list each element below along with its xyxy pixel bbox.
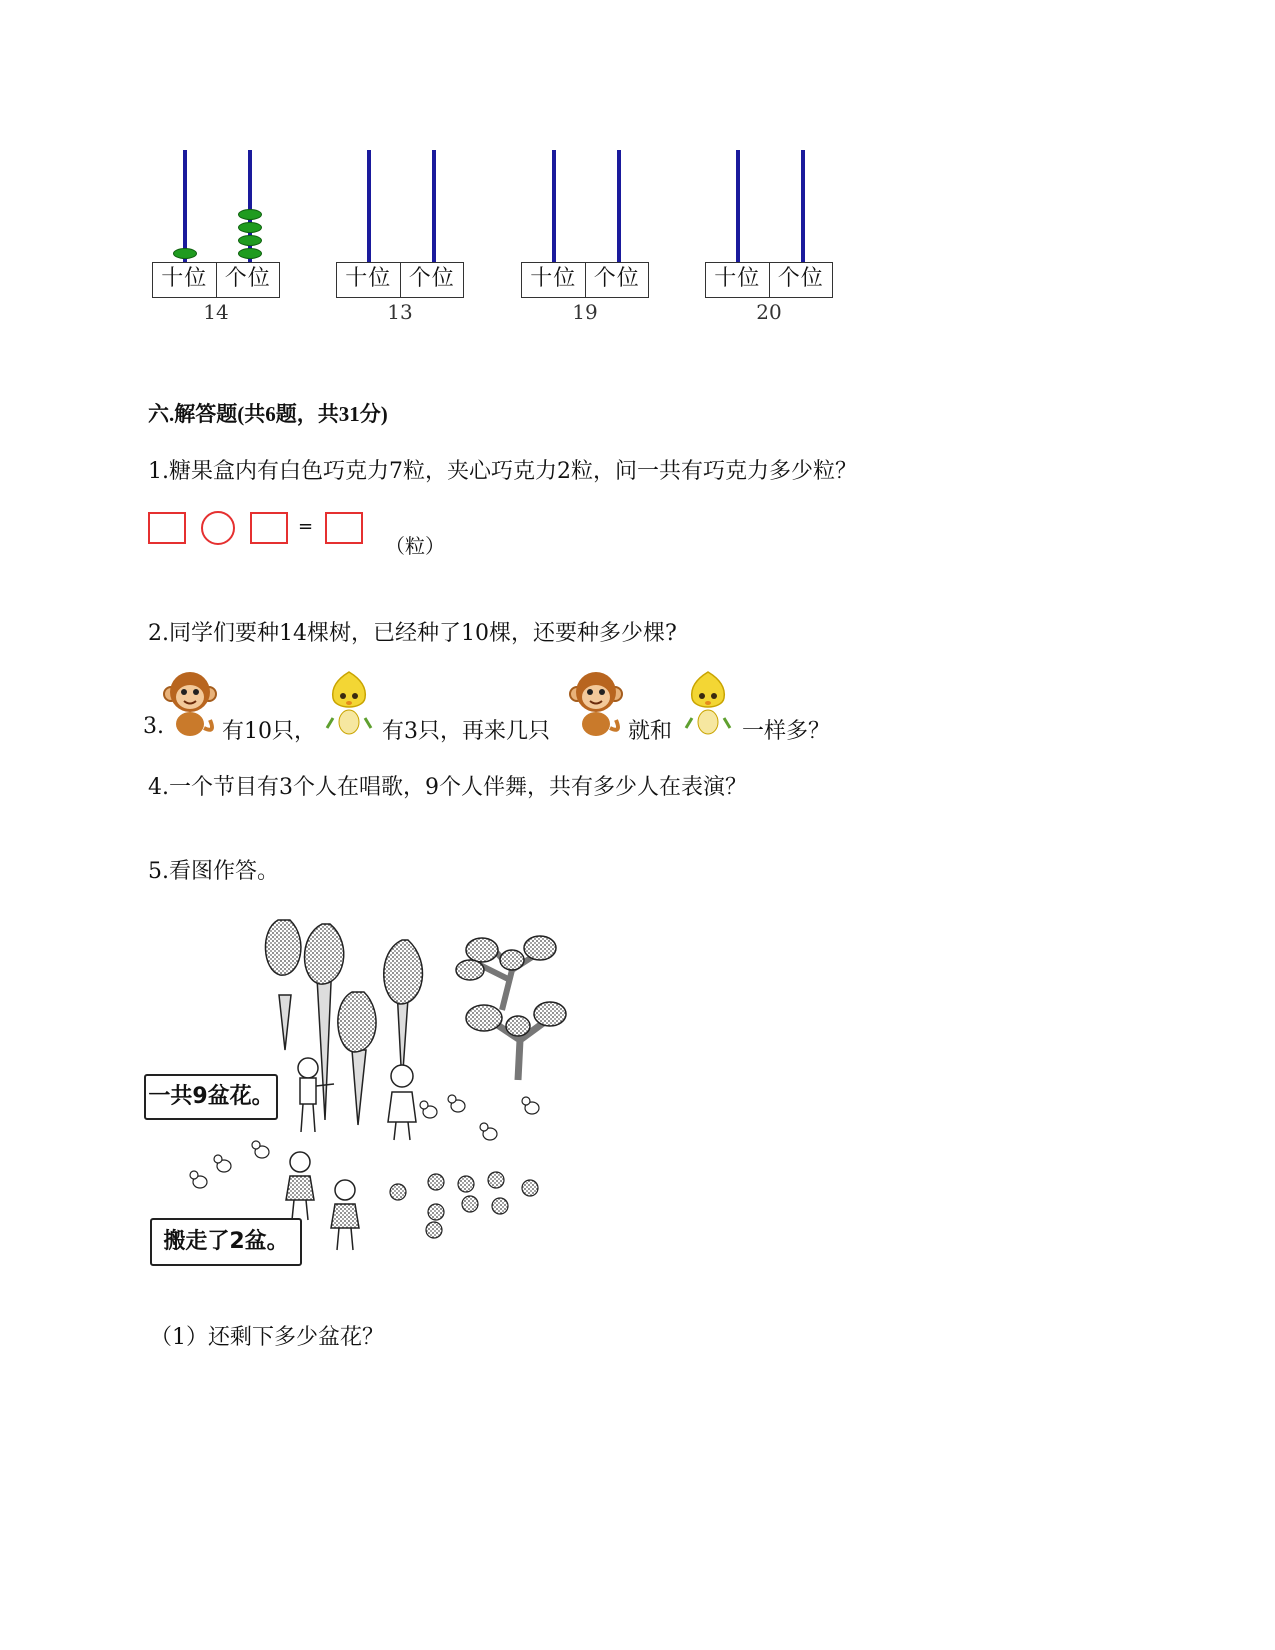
branch-tree-icon	[456, 936, 556, 1010]
girl-figure	[388, 1065, 416, 1140]
abacus-number: 19	[572, 300, 598, 324]
chick-icon	[325, 668, 373, 738]
answer-box-1[interactable]	[148, 512, 186, 544]
monkey-icon	[160, 668, 220, 738]
question-3-part4: 一样多？	[742, 719, 831, 744]
tens-label: 十位	[714, 266, 761, 291]
ones-label: 个位	[769, 263, 833, 297]
question-4: 4.一个节目有3个人在唱歌，9个人伴舞，共有多少人在表演？	[148, 775, 747, 800]
question-3-part3: 就和	[628, 719, 673, 744]
boy-figure	[298, 1058, 334, 1132]
question-1: 1.糖果盒内有白色巧克力7粒，夹心巧克力2粒，问一共有巧克力多少粒？	[148, 459, 857, 484]
unit-label: （粒）	[385, 534, 445, 558]
abacus-14	[152, 150, 280, 324]
operator-circle[interactable]	[201, 511, 235, 545]
equals-sign: =	[298, 516, 314, 537]
tree-icon	[384, 940, 423, 1085]
ones-bead	[238, 209, 262, 220]
tens-rod	[552, 150, 556, 262]
question-3-part2: 有3只，再来几只	[382, 719, 550, 744]
speech-bubble-moved: 搬走了2盆。	[150, 1218, 302, 1266]
tree-icon	[265, 920, 300, 1050]
question-3-part1: 有10只，	[222, 719, 316, 744]
tens-rod	[183, 150, 187, 262]
ones-label: 个位	[216, 263, 280, 297]
place-labels	[521, 262, 649, 298]
abacus-13	[336, 150, 464, 324]
abacus-number: 20	[756, 300, 782, 324]
tree-icon	[338, 992, 376, 1125]
abacus-20	[705, 150, 833, 324]
place-labels	[152, 262, 280, 298]
speech-bubble-total: 一共9盆花。	[144, 1074, 278, 1120]
tens-label: 十位	[530, 266, 577, 291]
ones-bead	[238, 235, 262, 246]
answer-box-2[interactable]	[250, 512, 288, 544]
ones-rod	[432, 150, 436, 262]
ones-rod	[617, 150, 621, 262]
ones-label: 个位	[585, 263, 649, 297]
question-5-sub-1: （1）还剩下多少盆花？	[150, 1325, 384, 1350]
ones-bead	[238, 222, 262, 233]
tens-bead	[173, 248, 197, 259]
place-labels	[336, 262, 464, 298]
ones-bead	[238, 248, 262, 259]
question-2: 2.同学们要种14棵树，已经种了10棵，还要种多少棵?	[148, 621, 677, 646]
ones-rod	[801, 150, 805, 262]
monkey-icon	[566, 668, 626, 738]
abacus-number: 13	[387, 300, 413, 324]
tens-label: 十位	[345, 266, 392, 291]
abacus-19	[521, 150, 649, 324]
flower-pot-icon	[390, 1172, 538, 1238]
section-title: 六.解答题(共6题，共31分)	[148, 402, 388, 426]
chick-icon	[684, 668, 732, 738]
abacus-number: 14	[203, 300, 229, 324]
tens-label: 十位	[161, 266, 208, 291]
question-5: 5.看图作答。	[148, 859, 279, 884]
tens-rod	[367, 150, 371, 262]
place-labels	[705, 262, 833, 298]
question-3-number: 3.	[143, 714, 164, 739]
tens-rod	[736, 150, 740, 262]
branch-tree-icon	[466, 1002, 566, 1080]
answer-box-result[interactable]	[325, 512, 363, 544]
ones-label: 个位	[400, 263, 464, 297]
